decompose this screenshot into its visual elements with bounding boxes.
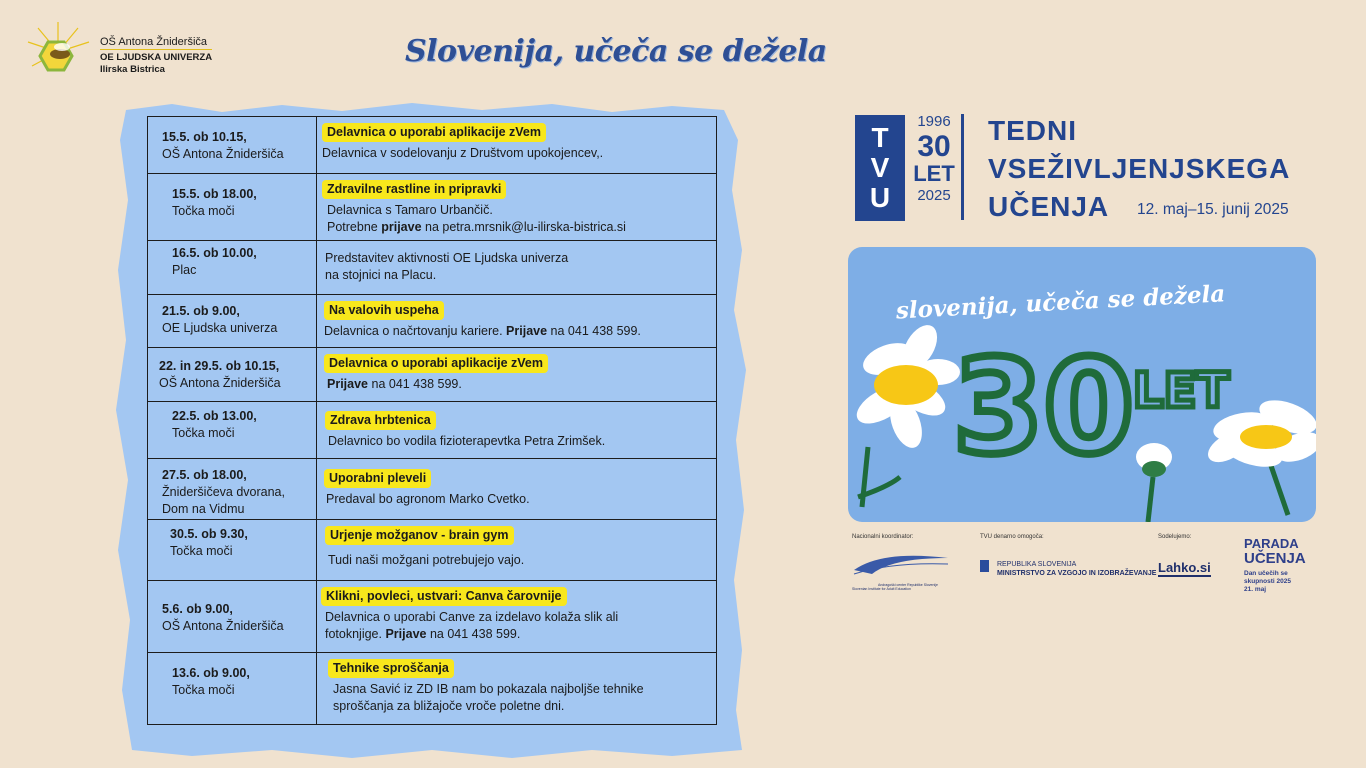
table-row xyxy=(148,241,717,295)
event-date: 22. in 29.5. ob 10.15, xyxy=(159,359,280,373)
school-name: OŠ Antona Žnideršiča xyxy=(100,36,212,50)
event-title: Klikni, povleci, ustvari: Canva čarovnije xyxy=(321,587,567,606)
event-what: Tehnike sproščanja Jasna Savić iz ZD IB nam bo pokazala najboljše tehnike sproščanja za bližajoče vroče poletne dni. xyxy=(317,653,717,725)
sponsor-label: Nacionalni koordinator: xyxy=(852,534,914,540)
daisy-left xyxy=(851,319,960,507)
sponsor-label: Sodelujemo: xyxy=(1158,534,1192,540)
event-date: 16.5. ob 10.00, xyxy=(172,246,257,260)
event-what: Delavnica o uporabi aplikacije zVem Prijave na 041 438 599. xyxy=(317,348,717,402)
event-date: 5.6. ob 9.00, xyxy=(162,602,233,616)
event-place: Plac xyxy=(172,263,197,277)
event-when xyxy=(148,117,317,174)
event-place: OŠ Antona Žnideršiča xyxy=(162,147,284,161)
tvu-logo: T V U xyxy=(855,115,905,221)
event-when xyxy=(148,174,317,241)
table-row xyxy=(148,402,717,459)
table-row xyxy=(148,348,717,402)
event-title: Urjenje možganov - brain gym xyxy=(325,526,514,545)
event-what: Predstavitev aktivnosti OE Ljudska univerza na stojnici na Placu. xyxy=(317,241,717,295)
bee-hexagon-icon xyxy=(26,22,90,82)
anniversary-poster xyxy=(848,247,1316,522)
tvu-years: 1996 30 LET 2025 xyxy=(913,113,955,204)
coat-of-arms-icon xyxy=(980,560,989,572)
table-row xyxy=(148,581,717,653)
event-title: Na valovih uspeha xyxy=(324,301,444,320)
event-date: 27.5. ob 18.00, xyxy=(162,468,247,482)
event-when xyxy=(148,295,317,348)
event-description: Delavnico bo vodila fizioterapevtka Petra Zrimšek. xyxy=(328,434,606,448)
event-place: Točka moči xyxy=(172,683,235,697)
table-row xyxy=(148,174,717,241)
poster-let: LET xyxy=(1133,363,1230,419)
event-description: Predstavitev aktivnosti OE Ljudska univerza xyxy=(325,251,569,265)
event-what xyxy=(317,117,717,174)
table-row xyxy=(148,117,717,174)
event-place: Točka moči xyxy=(172,426,235,440)
event-place: OE Ljudska univerza xyxy=(162,321,278,335)
event-title: Uporabni pleveli xyxy=(324,469,431,488)
table-row xyxy=(148,295,717,348)
divider xyxy=(961,114,964,220)
poster-30: 30 xyxy=(953,331,1134,483)
event-title: Delavnica o uporabi aplikacije zVem xyxy=(322,123,546,142)
event-place: OŠ Antona Žnideršiča xyxy=(159,376,281,390)
event-what: Zdravilne rastline in pripravki Delavnica s Tamaro Urbančič. Potrebne prijave na petra.mrsnik@lu-ilirska-bistrica.si xyxy=(317,174,717,241)
town-name: Ilirska Bistrica xyxy=(100,64,165,75)
poster-slogan: slovenija, učeča se dežela xyxy=(895,280,1226,325)
event-what: Na valovih uspeha Delavnica o načrtovanju kariere. Prijave na 041 438 599. xyxy=(317,295,717,348)
event-description: Tudi naši možgani potrebujejo vajo. xyxy=(328,553,525,567)
acs-wave-icon xyxy=(852,552,950,578)
daisy-illustration xyxy=(848,247,1316,522)
event-description: Delavnica o uporabi Canve za izdelavo kolaža slik ali xyxy=(325,610,619,624)
event-what xyxy=(317,520,717,581)
event-title: Delavnica o uporabi aplikacije zVem xyxy=(324,354,548,373)
event-date: 22.5. ob 13.00, xyxy=(172,409,257,423)
event-date: 21.5. ob 9.00, xyxy=(162,304,240,318)
event-when xyxy=(148,459,317,520)
tvu-title: TEDNI VSEŽIVLJENJSKEGA UČENJA xyxy=(988,115,1291,222)
event-schedule-table xyxy=(147,116,717,725)
school-logo xyxy=(26,22,226,84)
sponsor-label: TVU denarno omogoča: xyxy=(980,534,1044,540)
page-title: Slovenija, učeča se dežela xyxy=(405,34,827,69)
event-what xyxy=(317,459,717,520)
lahko-logo: Lahko.si xyxy=(1158,560,1211,575)
event-date: 15.5. ob 10.15, xyxy=(162,130,247,144)
acs-logo: Andragoški center Republike Slovenije Slovenian Institute for Adult Education xyxy=(852,552,952,591)
event-when xyxy=(148,402,317,459)
event-description: Predaval bo agronom Marko Cvetko. xyxy=(326,492,530,506)
event-when xyxy=(148,241,317,295)
unit-name: OE LJUDSKA UNIVERZA xyxy=(100,52,213,63)
event-date: 30.5. ob 9.30, xyxy=(170,527,248,541)
event-title: Tehnike sproščanja xyxy=(328,659,454,678)
event-description: Jasna Savić iz ZD IB nam bo pokazala najboljše tehnike xyxy=(333,682,644,696)
event-title: Zdrava hrbtenica xyxy=(325,411,436,430)
event-title: Zdravilne rastline in pripravki xyxy=(322,180,506,199)
tvu-dates: 12. maj–15. junij 2025 xyxy=(1137,201,1289,218)
table-row xyxy=(148,520,717,581)
event-description: Delavnica s Tamaro Urbančič. xyxy=(327,203,493,217)
event-date: 15.5. ob 18.00, xyxy=(172,187,257,201)
event-date: 13.6. ob 9.00, xyxy=(172,666,250,680)
event-place: OŠ Antona Žnideršiča xyxy=(162,619,284,633)
event-when xyxy=(148,348,317,402)
event-when xyxy=(148,653,317,725)
event-place: Dom na Vidmu xyxy=(162,502,245,516)
parada-logo: PARADA UČENJA Dan učečih se skupnosti 2025 21. maj xyxy=(1244,536,1306,593)
event-when xyxy=(148,581,317,653)
table-row xyxy=(148,459,717,520)
event-when xyxy=(148,520,317,581)
event-place: Žnideršičeva dvorana, xyxy=(162,485,285,499)
event-place: Točka moči xyxy=(170,544,233,558)
event-what: Klikni, povleci, ustvari: Canva čarovnije Delavnica o uporabi Canve za izdelavo kolaža slik ali fotoknjige. Prijave na 041 438 599. xyxy=(317,581,717,653)
event-what xyxy=(317,402,717,459)
event-description: Delavnica v sodelovanju z Društvom upokojencev,. xyxy=(322,146,604,160)
event-place: Točka moči xyxy=(172,204,235,218)
ministry-logo: REPUBLIKA SLOVENIJA MINISTRSTVO ZA VZGOJO IN IZOBRAŽEVANJE xyxy=(980,560,1156,578)
table-row xyxy=(148,653,717,725)
